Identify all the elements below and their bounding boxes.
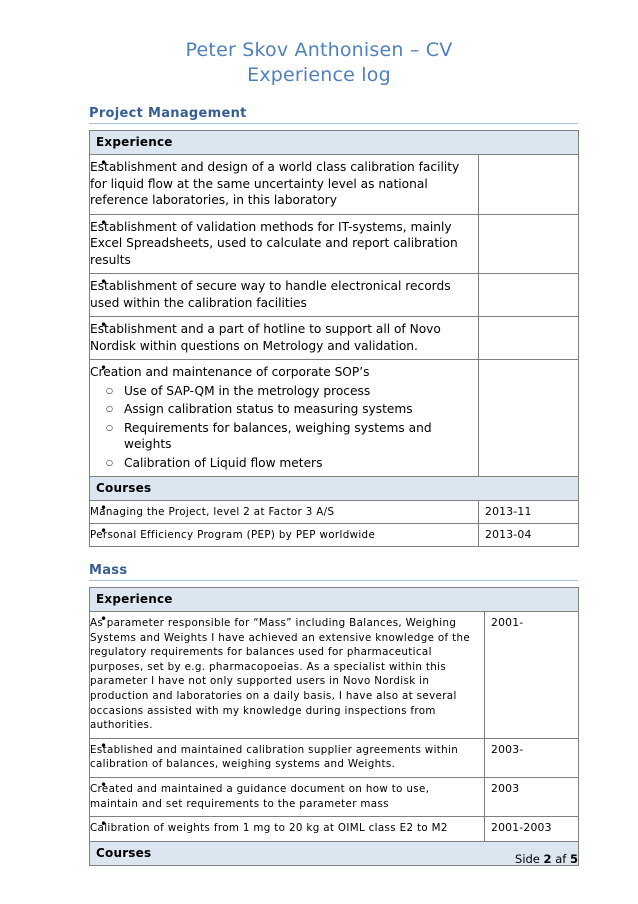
- bullet-item: • Created and maintained a guidance document on how to use, maintain and set requirements to the parameter mass: [90, 778, 484, 816]
- table-mass: [89, 587, 579, 866]
- bullet-item: • Established and maintained calibration supplier agreements within calibration of balances, weighing systems and Weights.: [90, 739, 484, 777]
- table-row: [90, 738, 579, 777]
- bullet-list: [90, 317, 478, 359]
- bullet-item: • Establishment of secure way to handle electronical records used within the calibration facilities: [90, 274, 478, 316]
- bullet-list: [90, 612, 484, 738]
- bullet-item: • Personal Efficiency Program (PEP) by PEP worldwide: [90, 524, 478, 546]
- date-cell: 2013-04: [479, 524, 579, 547]
- date-cell: 2013-11: [479, 501, 579, 524]
- footer-total-pages: 5: [569, 852, 578, 866]
- footer-page-number: 2: [543, 852, 552, 866]
- experience-cell: [90, 360, 479, 477]
- table-row: [90, 612, 579, 739]
- date-cell: 2003-: [485, 738, 579, 777]
- date-cell: 2001-: [485, 612, 579, 739]
- experience-cell: [90, 817, 485, 842]
- experience-cell: [90, 612, 485, 739]
- bullet-list: [90, 155, 478, 214]
- course-cell: [90, 501, 479, 524]
- table-header-row: [90, 588, 579, 612]
- bullet-list: [90, 360, 478, 476]
- bullet-item: • As parameter responsible for “Mass” including Balances, Weighing Systems and Weights I have achieved an extensive knowledge of the regulatory requirements for balances used for pharmaceutical purposes, set by e.g. pharmacopoeias. As a specialist within this parameter I have not only supported users in Novo Nordisk in production and laboratories on a daily basis, I have also at several occasions assisted with my knowledge during inspections from authorities.: [90, 612, 484, 738]
- bullet-item: • Calibration of weights from 1 mg to 20 kg at OIML class E2 to M2: [90, 817, 484, 841]
- section-heading-mass: Mass: [89, 563, 578, 581]
- sub-bullet-item: ○ Use of SAP-QM in the metrology process: [90, 383, 474, 400]
- bullet-item: • Establishment and a part of hotline to support all of Novo Nordisk within questions on Metrology and validation.: [90, 317, 478, 359]
- date-cell: [479, 274, 579, 317]
- table-row: [90, 274, 579, 317]
- title-line-1: Peter Skov Anthonisen – CV: [185, 39, 453, 61]
- date-cell: [479, 155, 579, 215]
- table-row: [90, 155, 579, 215]
- table-row: [90, 817, 579, 842]
- table-row: [90, 214, 579, 274]
- sub-bullet-item: ○ Requirements for balances, weighing systems and weights: [90, 420, 474, 453]
- date-cell: [479, 214, 579, 274]
- experience-cell: [90, 155, 479, 215]
- table-row: [90, 317, 579, 360]
- page-footer: [89, 852, 578, 866]
- bullet-item: • Establishment of validation methods for IT-systems, mainly Excel Spreadsheets, used to calculate and report calibration results: [90, 215, 478, 274]
- date-cell: 2003: [485, 777, 579, 816]
- page-title: [0, 0, 638, 88]
- date-cell: [479, 317, 579, 360]
- table-row: [90, 501, 579, 524]
- table-project-management: [89, 130, 579, 547]
- table-header-courses: Courses: [90, 841, 579, 865]
- table-header-experience: Experience: [90, 588, 579, 612]
- bullet-item: [90, 360, 478, 476]
- experience-cell: [90, 777, 485, 816]
- experience-cell: [90, 317, 479, 360]
- experience-cell: [90, 214, 479, 274]
- bullet-list: [90, 501, 478, 523]
- bullet-list: [90, 274, 478, 316]
- sub-bullet-item: ○ Calibration of Liquid flow meters: [90, 455, 474, 472]
- experience-cell: [90, 738, 485, 777]
- date-cell: 2001-2003: [485, 817, 579, 842]
- bullet-list: [90, 778, 484, 816]
- experience-cell: [90, 274, 479, 317]
- title-line-2: Experience log: [247, 64, 391, 86]
- bullet-list: [90, 739, 484, 777]
- bullet-text: Creation and maintenance of corporate SOP’s: [90, 365, 370, 379]
- table-row: [90, 360, 579, 477]
- bullet-item: • Establishment and design of a world class calibration facility for liquid flow at the same uncertainty level as national reference laboratories, in this laboratory: [90, 155, 478, 214]
- date-cell: [479, 360, 579, 477]
- section-heading-project-management: Project Management: [89, 106, 578, 124]
- footer-label-side: Side: [515, 852, 544, 866]
- sub-bullet-list: [90, 383, 474, 472]
- table-header-experience: Experience: [90, 131, 579, 155]
- bullet-list: [90, 817, 484, 841]
- table-row: [90, 777, 579, 816]
- bullet-list: [90, 524, 478, 546]
- table-header-row: [90, 131, 579, 155]
- table-row: [90, 524, 579, 547]
- bullet-list: [90, 215, 478, 274]
- footer-label-of: af: [551, 852, 570, 866]
- bullet-item: • Managing the Project, level 2 at Factor 3 A/S: [90, 501, 478, 523]
- table-header-row: [90, 477, 579, 501]
- sub-bullet-item: ○ Assign calibration status to measuring systems: [90, 401, 474, 418]
- table-header-courses: Courses: [90, 477, 579, 501]
- course-cell: [90, 524, 479, 547]
